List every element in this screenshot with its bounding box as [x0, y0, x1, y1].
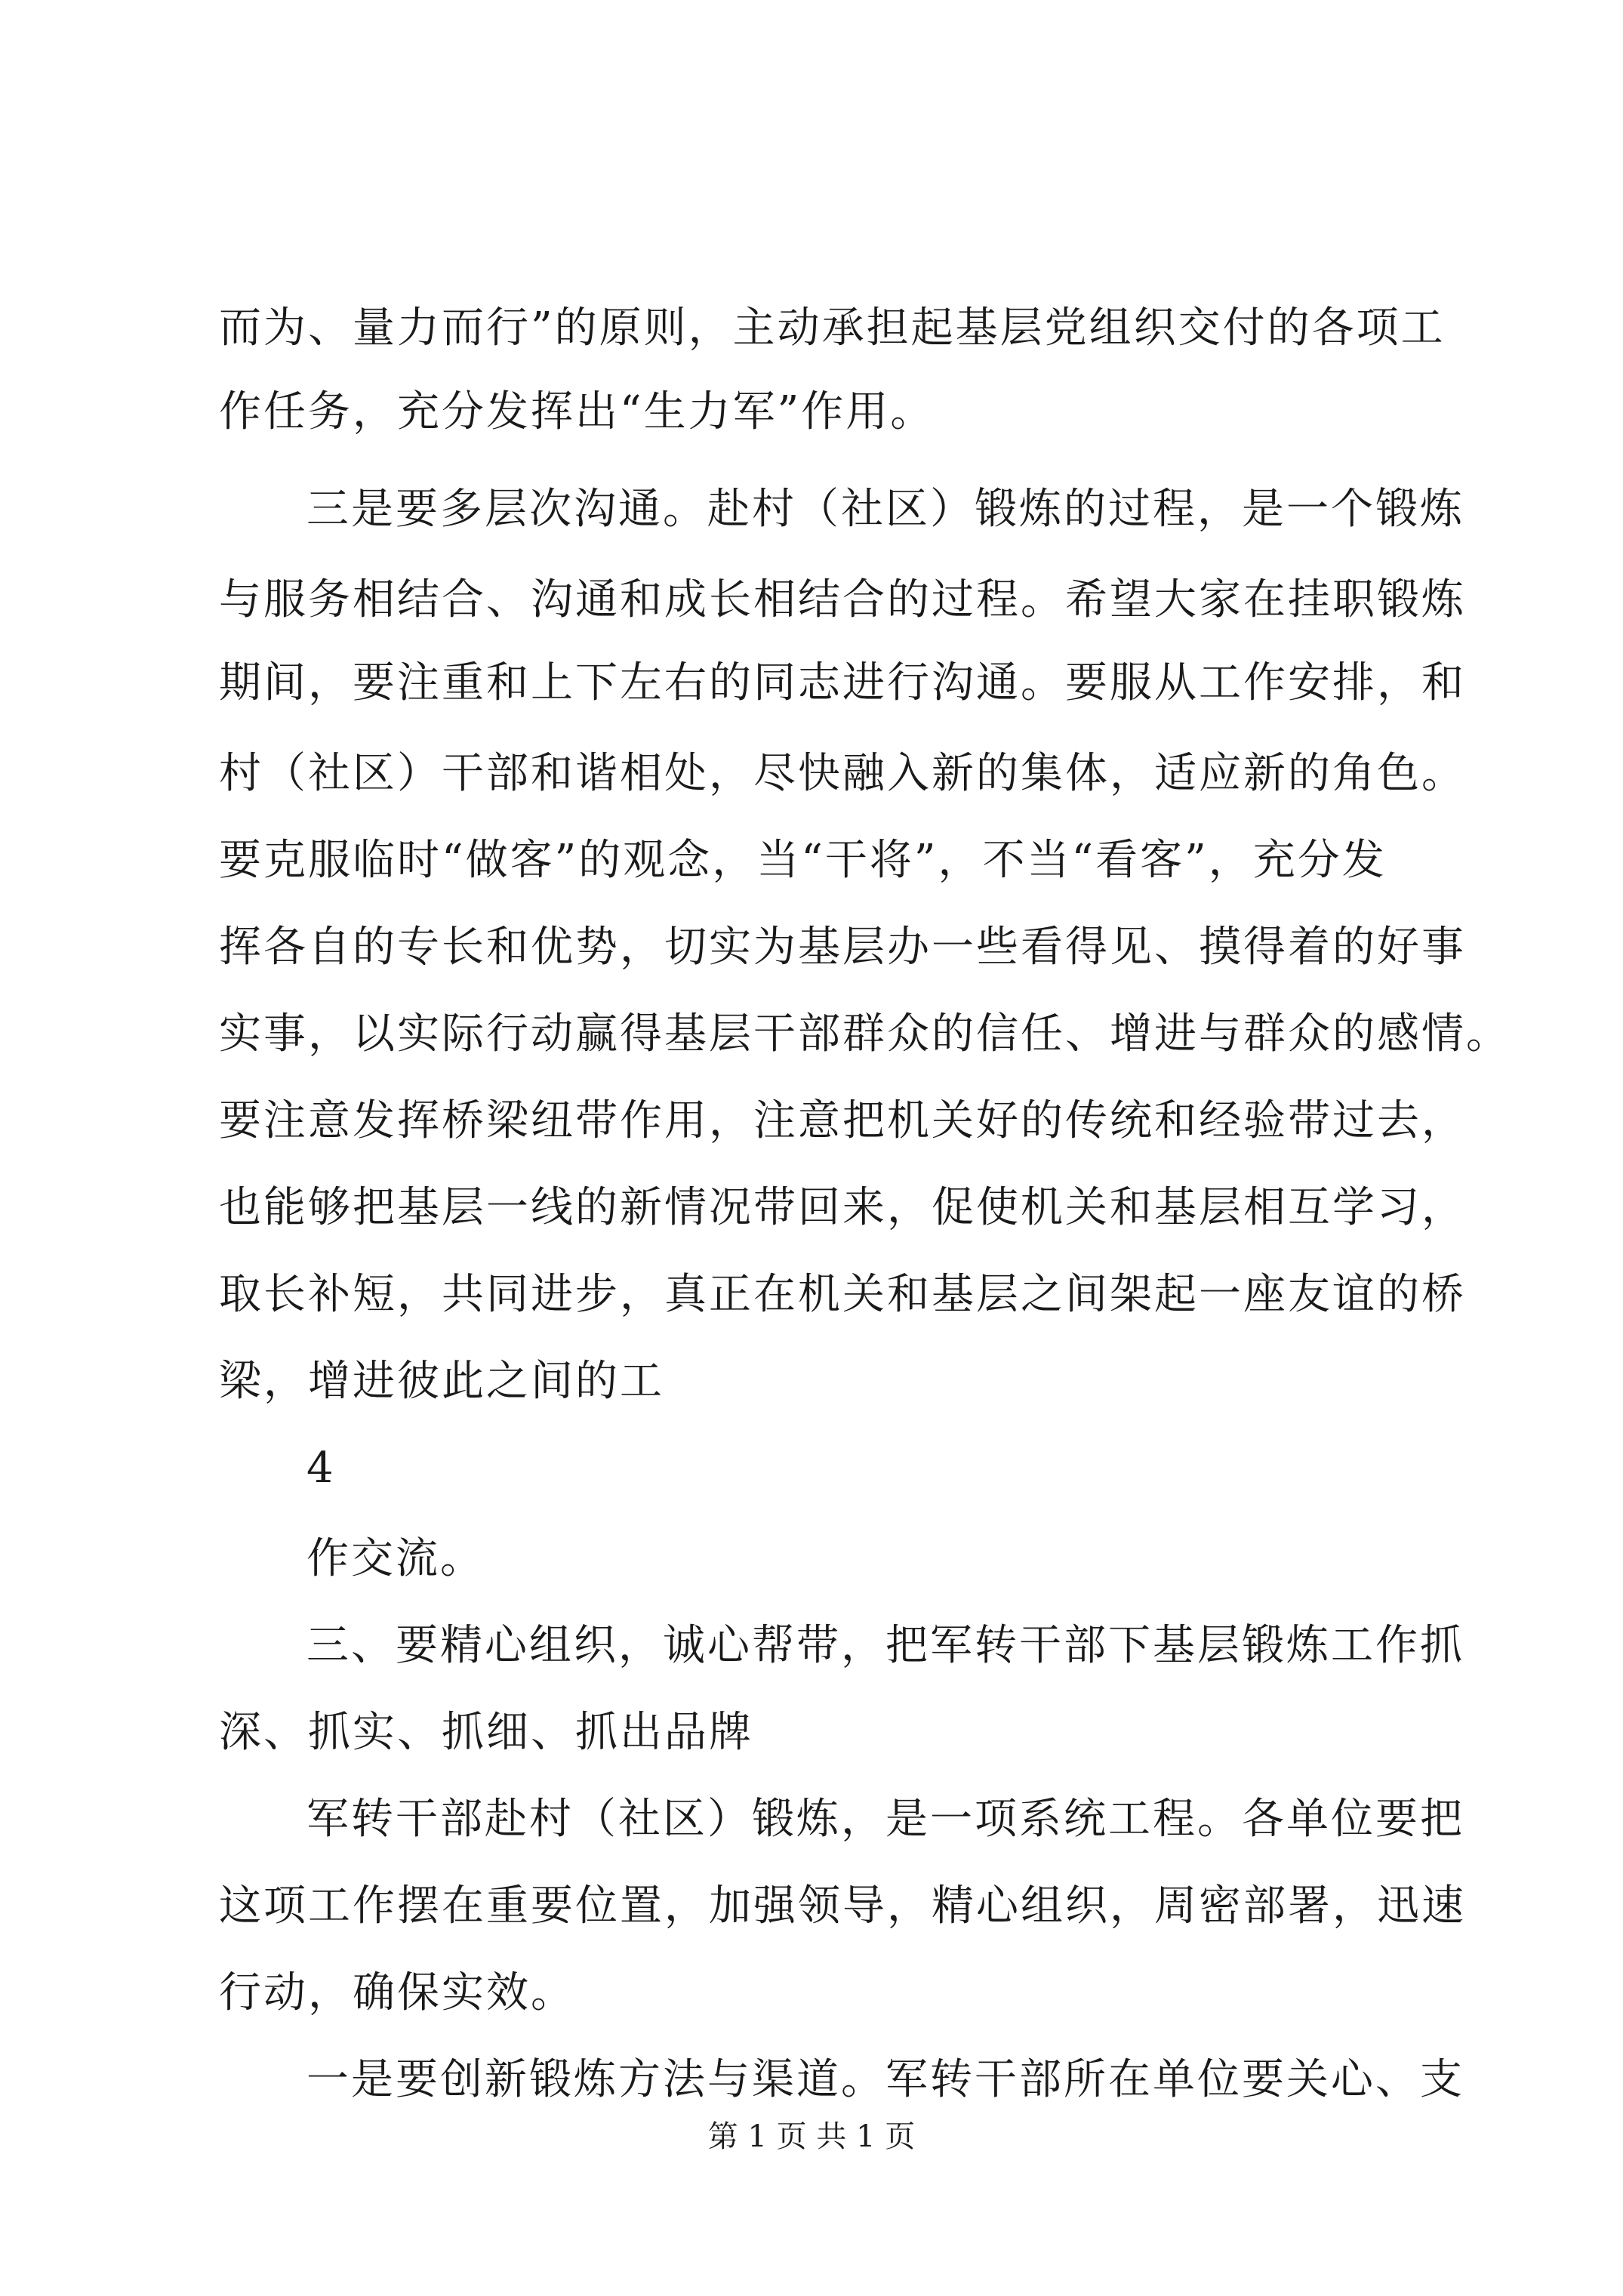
body-line: 也能够把基层一线的新情况带回来，促使机关和基层相互学习，: [219, 1183, 1466, 1232]
body-line: 作任务，充分发挥出“生力军”作用。: [219, 387, 935, 436]
body-line: 行动，确保实效。: [219, 1968, 575, 2017]
body-line: 作交流。: [306, 1534, 485, 1583]
page-marker: 4: [306, 1444, 336, 1493]
body-line: 而为、量力而行”的原则，主动承担起基层党组织交付的各项工: [219, 304, 1446, 353]
body-line: 要克服临时“做客”的观念，当“干将”，不当“看客”，充分发: [219, 836, 1387, 885]
body-line: 三是要多层次沟通。赴村（社区）锻炼的过程，是一个锻炼: [306, 485, 1464, 534]
body-line: 一是要创新锻炼方法与渠道。军转干部所在单位要关心、支: [306, 2055, 1464, 2104]
body-line: 与服务相结合、沟通和成长相结合的过程。希望大家在挂职锻炼: [219, 575, 1466, 624]
body-line: 要注意发挥桥梁纽带作用，注意把机关好的传统和经验带过去，: [219, 1096, 1466, 1145]
body-line: 梁，增进彼此之间的工: [219, 1357, 664, 1406]
body-line: 这项工作摆在重要位置，加强领导，精心组织，周密部署，迅速: [219, 1881, 1466, 1931]
section-heading-line: 深、抓实、抓细、抓出品牌: [219, 1708, 753, 1757]
body-line: 期间，要注重和上下左右的同志进行沟通。要服从工作安排，和: [219, 658, 1466, 707]
body-line: 挥各自的专长和优势，切实为基层办一些看得见、摸得着的好事: [219, 923, 1466, 972]
page-footer: 第 1 页 共 1 页: [707, 2119, 916, 2154]
body-line: 实事，以实际行动赢得基层干部群众的信任、增进与群众的感情。: [219, 1009, 1511, 1059]
body-line: 军转干部赴村（社区）锻炼，是一项系统工程。各单位要把: [306, 1795, 1464, 1844]
body-line: 取长补短，共同进步，真正在机关和基层之间架起一座友谊的桥: [219, 1270, 1466, 1319]
section-heading-line: 三、要精心组织，诚心帮带，把军转干部下基层锻炼工作抓: [306, 1621, 1464, 1670]
body-line: 村（社区）干部和谐相处，尽快融入新的集体，适应新的角色。: [219, 749, 1466, 798]
